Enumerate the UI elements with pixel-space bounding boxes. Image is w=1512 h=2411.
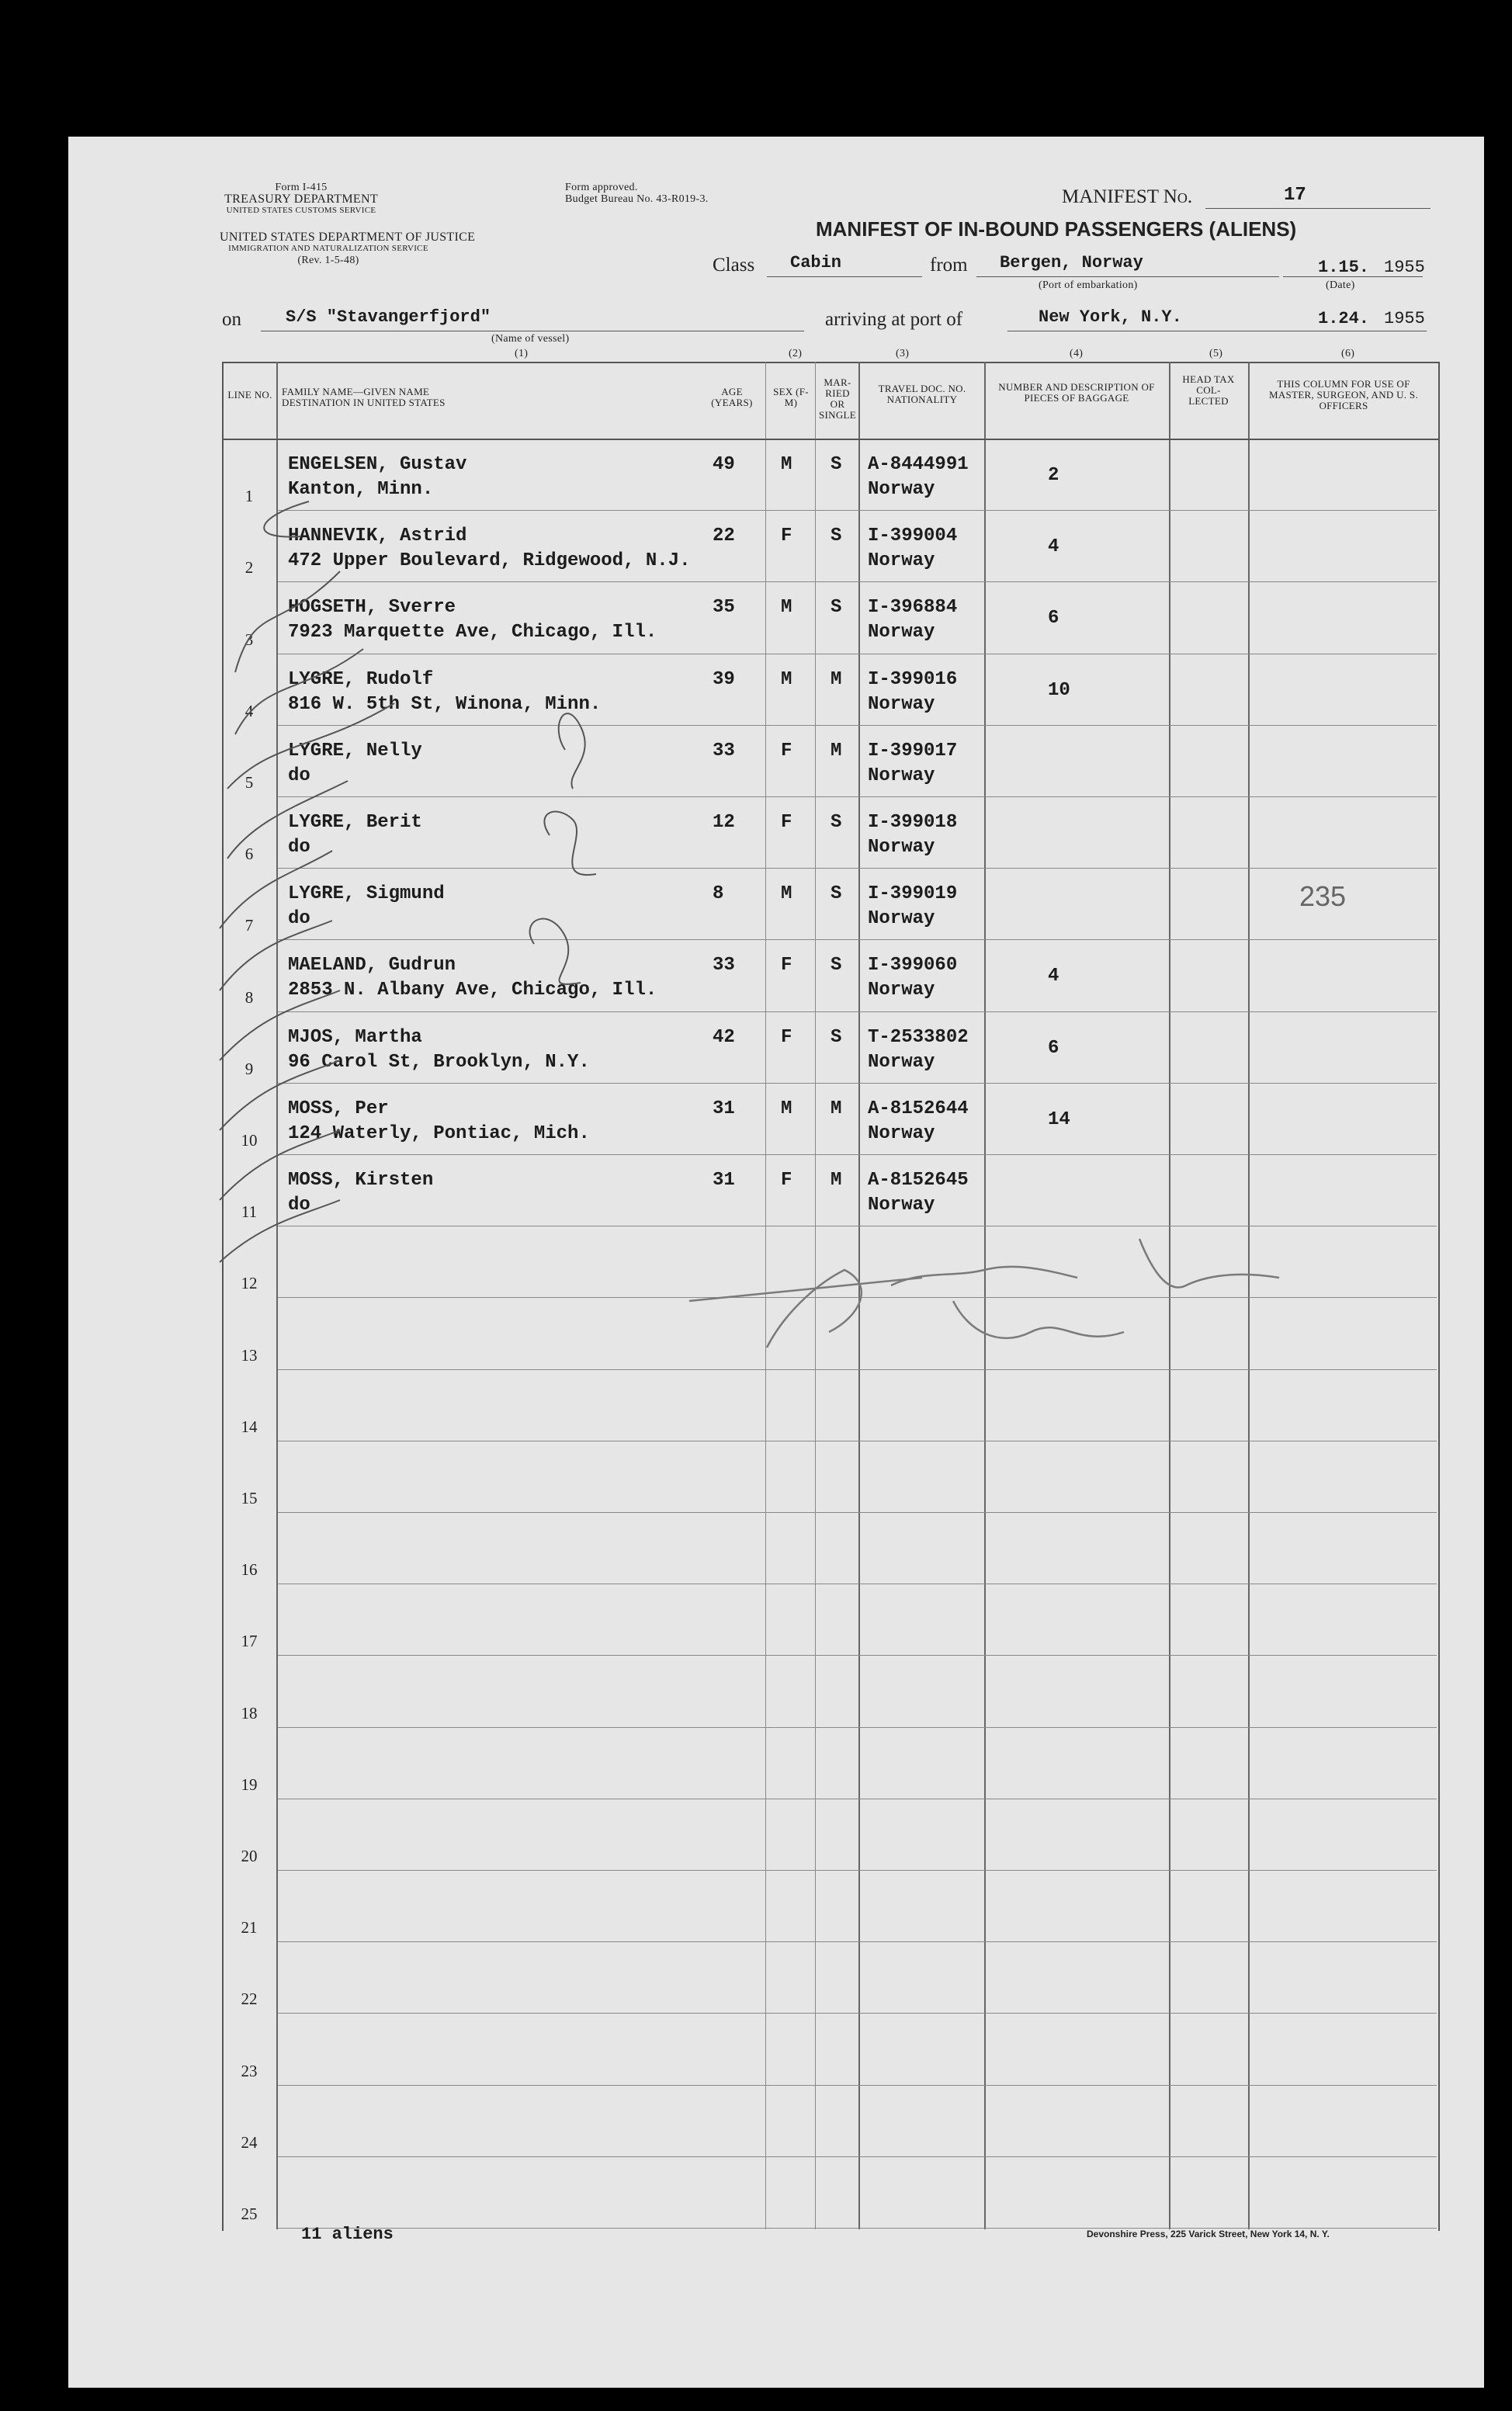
line-number: 18 — [241, 1703, 258, 1722]
department-of-justice: UNITED STATES DEPARTMENT OF JUSTICE — [220, 231, 476, 244]
passenger-baggage: 4 — [1048, 966, 1059, 987]
manifest-page — [68, 137, 1484, 2388]
line-number: 20 — [241, 1847, 258, 1865]
passenger-travel-doc: I-399004 — [868, 526, 958, 547]
line-number: 13 — [241, 1345, 258, 1365]
passenger-name: LYGRE, Sigmund — [288, 883, 445, 905]
passenger-destination: 2853 N. Albany Ave, Chicago, Ill. — [288, 980, 657, 1001]
manifest-title: MANIFEST OF IN-BOUND PASSENGERS (ALIENS) — [816, 217, 1297, 241]
port-caption: (Port of embarkation) — [1039, 279, 1138, 291]
form-number: Form I-415 — [275, 182, 328, 193]
col-head-line-no: LINE NO. — [227, 389, 272, 401]
passenger-marital-status: S — [831, 955, 842, 977]
passenger-travel-doc: A-8444991 — [868, 454, 969, 475]
passenger-name: LYGRE, Berit — [288, 812, 422, 833]
passenger-marital-status: S — [831, 1026, 842, 1048]
col-num-6: (6) — [1341, 348, 1355, 359]
passenger-name: MAELAND, Gudrun — [288, 955, 456, 977]
passenger-baggage: 6 — [1048, 1037, 1059, 1059]
passenger-nationality: Norway — [868, 908, 935, 930]
passenger-travel-doc: T-2533802 — [868, 1026, 969, 1048]
line-number: 1 — [244, 487, 254, 506]
passenger-destination: do — [288, 837, 310, 858]
passenger-name: MOSS, Per — [288, 1098, 389, 1119]
passenger-sex: M — [781, 597, 792, 619]
passenger-travel-doc: I-399018 — [868, 812, 958, 833]
passenger-marital-status: S — [831, 526, 842, 547]
col-head-sex: SEX (F-M) — [773, 386, 809, 408]
passenger-destination: do — [288, 765, 310, 786]
col-num-5: (5) — [1209, 348, 1223, 359]
line-number: 2 — [244, 558, 254, 578]
budget-bureau: Budget Bureau No. 43-R019-3. — [565, 193, 709, 205]
passenger-travel-doc: A-8152644 — [868, 1098, 969, 1119]
from-label: from — [930, 255, 968, 276]
line-number: 19 — [241, 1774, 258, 1794]
passenger-marital-status: S — [831, 812, 842, 833]
col-head-destination: DESTINATION IN UNITED STATES — [282, 397, 446, 408]
line-number: 3 — [244, 630, 254, 649]
line-number: 5 — [244, 773, 254, 792]
passenger-nationality: Norway — [868, 980, 935, 1001]
passenger-age: 49 — [713, 454, 735, 475]
passenger-sex: M — [781, 883, 792, 905]
line-number: 16 — [241, 1560, 258, 1580]
passenger-marital-status: S — [831, 597, 842, 619]
passenger-sex: M — [781, 1098, 792, 1119]
passenger-nationality: Norway — [868, 479, 935, 500]
passenger-name: MJOS, Martha — [288, 1026, 422, 1048]
line-number: 23 — [241, 2061, 258, 2080]
line-number: 21 — [241, 1918, 258, 1937]
col-head-married: MAR-RIED OR SINGLE — [818, 376, 857, 421]
passenger-age: 39 — [713, 668, 735, 690]
passenger-sex: F — [781, 1026, 792, 1048]
passenger-age: 42 — [713, 1026, 735, 1048]
passenger-baggage: 10 — [1048, 679, 1070, 701]
passenger-nationality: Norway — [868, 837, 935, 858]
passenger-nationality: Norway — [868, 765, 935, 786]
passenger-baggage: 2 — [1048, 465, 1059, 486]
col-head-family-name: FAMILY NAME—GIVEN NAME — [282, 386, 430, 397]
line-number: 8 — [244, 987, 254, 1007]
passenger-travel-doc: I-396884 — [868, 597, 958, 619]
passenger-destination: do — [288, 1195, 310, 1216]
date-caption: (Date) — [1326, 279, 1355, 291]
manifest-no-label: MANIFEST No. — [1062, 186, 1193, 207]
passenger-nationality: Norway — [868, 693, 935, 715]
passenger-sex: M — [781, 454, 792, 475]
col-num-4: (4) — [1070, 348, 1084, 359]
total-aliens: 11 aliens — [301, 2225, 394, 2244]
col-num-2: (2) — [789, 348, 803, 359]
ins-service: IMMIGRATION AND NATURALIZATION SERVICE — [228, 244, 428, 253]
col-head-age: AGE (YEARS) — [711, 386, 753, 408]
line-number: 9 — [244, 1059, 254, 1078]
passenger-travel-doc: I-399017 — [868, 740, 958, 761]
passenger-marital-status: S — [831, 883, 842, 905]
treasury-department: TREASURY DEPARTMENT — [224, 193, 378, 206]
passenger-age: 31 — [713, 1098, 735, 1119]
form-approved: Form approved. — [565, 182, 638, 193]
passenger-age: 35 — [713, 597, 735, 619]
col-num-3: (3) — [896, 348, 910, 359]
passenger-baggage: 4 — [1048, 536, 1059, 558]
customs-service: UNITED STATES CUSTOMS SERVICE — [226, 206, 376, 215]
passenger-marital-status: M — [831, 740, 842, 761]
passenger-nationality: Norway — [868, 1051, 935, 1073]
passenger-baggage: 6 — [1048, 608, 1059, 630]
passenger-sex: F — [781, 526, 792, 547]
passenger-nationality: Norway — [868, 622, 935, 644]
passenger-destination: 7923 Marquette Ave, Chicago, Ill. — [288, 622, 657, 644]
handwritten-marks — [68, 137, 1484, 2388]
vessel-caption: (Name of vessel) — [491, 333, 570, 345]
passenger-age: 12 — [713, 812, 735, 833]
printer-imprint: Devonshire Press, 225 Varick Street, New York 14, N. Y. — [1087, 2229, 1330, 2239]
passenger-nationality: Norway — [868, 550, 935, 572]
line-number: 14 — [241, 1417, 258, 1436]
line-number: 4 — [244, 701, 254, 720]
passenger-age: 33 — [713, 740, 735, 761]
from-value: Bergen, Norway — [1000, 253, 1143, 272]
passenger-travel-doc: I-399016 — [868, 668, 958, 690]
manifest-no-value: 17 — [1284, 185, 1306, 206]
col-head-baggage: NUMBER AND DESCRIPTION OF PIECES OF BAGGAGE — [998, 381, 1155, 404]
passenger-name: HANNEVIK, Astrid — [288, 526, 467, 547]
passenger-marital-status: S — [831, 454, 842, 475]
class-value: Cabin — [790, 253, 842, 272]
departure-date: 1.15. — [1318, 258, 1370, 277]
passenger-name: LYGRE, Rudolf — [288, 668, 434, 690]
passenger-age: 33 — [713, 955, 735, 977]
passenger-destination: do — [288, 908, 310, 930]
passenger-sex: F — [781, 955, 792, 977]
on-label: on — [222, 309, 241, 330]
line-number: 10 — [241, 1131, 258, 1150]
line-number: 7 — [244, 916, 254, 935]
line-number: 6 — [244, 845, 254, 864]
col-head-travel-doc: TRAVEL DOC. NO. NATIONALITY — [878, 383, 966, 405]
passenger-marital-status: M — [831, 1170, 842, 1191]
passenger-marital-status: M — [831, 1098, 842, 1119]
passenger-age: 8 — [713, 883, 724, 905]
passenger-nationality: Norway — [868, 1122, 935, 1144]
line-number: 15 — [241, 1489, 258, 1507]
col-head-officers: THIS COLUMN FOR USE OF MASTER, SURGEON, AND U. S. OFFICERS — [1269, 378, 1418, 411]
class-label: Class — [713, 255, 755, 276]
arrival-date: 1.24. — [1318, 309, 1370, 328]
passenger-name: ENGELSEN, Gustav — [288, 454, 467, 475]
revision: (Rev. 1-5-48) — [297, 255, 359, 266]
passenger-destination: 96 Carol St, Brooklyn, N.Y. — [288, 1051, 590, 1073]
officer-annotation: 235 — [1299, 880, 1347, 912]
arriving-label: arriving at port of — [825, 309, 963, 330]
passenger-sex: F — [781, 812, 792, 833]
line-number: 12 — [241, 1274, 258, 1293]
arrival-year: 1955 — [1384, 309, 1425, 328]
passenger-name: LYGRE, Nelly — [288, 740, 422, 761]
passenger-name: MOSS, Kirsten — [288, 1170, 434, 1191]
passenger-travel-doc: A-8152645 — [868, 1170, 969, 1191]
passenger-destination: 472 Upper Boulevard, Ridgewood, N.J. — [288, 550, 691, 572]
passenger-travel-doc: I-399019 — [868, 883, 958, 905]
passenger-nationality: Norway — [868, 1195, 935, 1216]
passenger-destination: 124 Waterly, Pontiac, Mich. — [288, 1122, 590, 1144]
col-num-1: (1) — [515, 348, 529, 359]
passenger-name: HOGSETH, Sverre — [288, 597, 456, 619]
passenger-sex: M — [781, 668, 792, 690]
passenger-sex: F — [781, 740, 792, 761]
line-number: 24 — [241, 2132, 258, 2152]
line-number: 17 — [241, 1632, 258, 1651]
passenger-baggage: 14 — [1048, 1108, 1070, 1130]
passenger-age: 31 — [713, 1170, 735, 1191]
departure-year: 1955 — [1384, 258, 1425, 277]
arriving-port: New York, N.Y. — [1039, 307, 1182, 327]
passenger-marital-status: M — [831, 668, 842, 690]
line-number: 11 — [241, 1202, 258, 1222]
col-head-head-tax: HEAD TAX COL-LECTED — [1182, 373, 1235, 407]
passenger-travel-doc: I-399060 — [868, 955, 958, 977]
line-number: 25 — [241, 2205, 258, 2223]
vessel-name: S/S "Stavangerfjord" — [286, 307, 491, 327]
passenger-sex: F — [781, 1170, 792, 1191]
passenger-age: 22 — [713, 526, 735, 547]
passenger-destination: Kanton, Minn. — [288, 479, 434, 500]
line-number: 22 — [241, 1990, 258, 2009]
passenger-destination: 816 W. 5th St, Winona, Minn. — [288, 693, 602, 715]
